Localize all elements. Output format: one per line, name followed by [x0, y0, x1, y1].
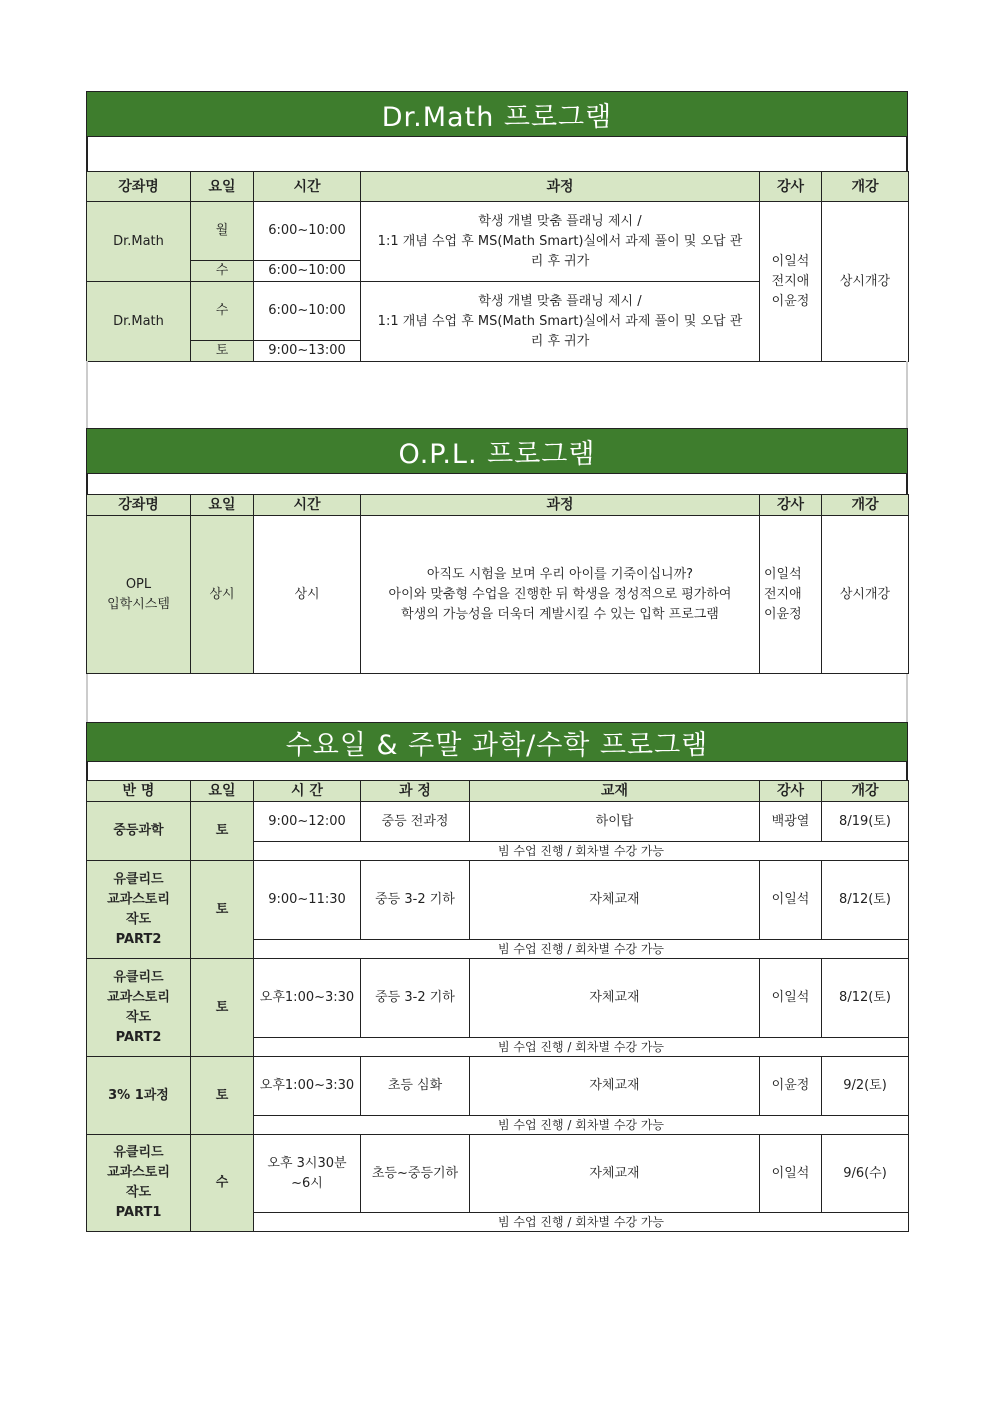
time-cell [254, 1057, 361, 1116]
class-name [87, 861, 191, 959]
course-description [361, 282, 760, 362]
section-gap [86, 361, 908, 428]
col-header: 강사 [760, 781, 822, 802]
class-name-line: 교과스토리 [107, 989, 170, 1005]
course-cell: 중등 3-2 기하 [361, 861, 470, 940]
time-cell: 9:00~13:00 [254, 341, 361, 362]
opening-cell: 상시개강 [822, 516, 909, 674]
col-header: 교재 [470, 781, 760, 802]
drmath-gap [86, 137, 908, 171]
col-header: 개강 [822, 495, 909, 516]
time-cell [254, 802, 361, 842]
day-cell: 토 [191, 1057, 254, 1135]
drmath-title: Dr.Math 프로그램 [381, 101, 613, 133]
course-line: 리 후 귀가 [530, 333, 590, 349]
col-header: 과정 [361, 172, 760, 202]
course-cell: 초등 심화 [361, 1057, 470, 1116]
col-header: 강사 [760, 495, 822, 516]
class-name-line: 작도 [125, 911, 152, 927]
teacher-cell: 이일석 [760, 861, 822, 940]
opl-table [86, 494, 909, 674]
time-line: ~6시 [291, 1175, 323, 1191]
course-cell: 초등~중등기하 [361, 1135, 470, 1213]
class-name [87, 802, 191, 861]
day-cell: 월 [191, 202, 254, 261]
time-cell [254, 959, 361, 1038]
book-cell: 자체교재 [470, 1057, 760, 1116]
time-cell: 6:00~10:00 [254, 202, 361, 261]
col-header: 요일 [191, 495, 254, 516]
col-header: 개강 [822, 172, 909, 202]
course-name-line: OPL [125, 576, 152, 592]
time-cell: 6:00~10:00 [254, 282, 361, 341]
weekend-gap [86, 762, 908, 780]
course-description [361, 516, 760, 674]
class-note: 빔 수업 진행 / 회차별 수강 가능 [254, 1038, 909, 1057]
book-cell: 자체교재 [470, 1135, 760, 1213]
col-header: 강사 [760, 172, 822, 202]
course-line: 1:1 개념 수업 후 MS(Math Smart)실에서 과제 풀이 및 오답 관 [377, 233, 743, 249]
day-cell: 수 [191, 282, 254, 341]
course-name-line: 입학시스템 [107, 596, 170, 612]
class-note: 빔 수업 진행 / 회차별 수강 가능 [254, 842, 909, 861]
teacher-name: 이윤정 [764, 606, 802, 622]
class-name-line: 교과스토리 [107, 1165, 170, 1180]
class-note: 빔 수업 진행 / 회차별 수강 가능 [254, 1116, 909, 1135]
course-name: Dr.Math [87, 202, 191, 282]
class-name-line: PART2 [115, 931, 162, 947]
col-header: 강좌명 [87, 172, 191, 202]
teacher-cell: 이일석 [760, 959, 822, 1038]
course-line: 1:1 개념 수업 후 MS(Math Smart)실에서 과제 풀이 및 오답 관 [377, 313, 743, 329]
col-header: 시간 [254, 495, 361, 516]
teachers-cell [760, 202, 822, 362]
teacher-name: 이일석 [771, 253, 810, 269]
opl-gap [86, 474, 908, 494]
weekend-table [86, 780, 909, 1232]
teachers-cell [760, 516, 822, 674]
opening-cell: 9/6(수) [822, 1135, 909, 1213]
class-note: 빔 수업 진행 / 회차별 수강 가능 [254, 1213, 909, 1232]
opening-cell: 9/2(토) [822, 1057, 909, 1116]
weekend-title: 수요일 & 주말 과학/수학 프로그램 [285, 729, 709, 761]
course-line: 아이와 맞춤형 수업을 진행한 뒤 학생을 정성적으로 평가하여 [388, 586, 732, 602]
day-cell: 토 [191, 341, 254, 362]
col-header: 시간 [254, 172, 361, 202]
class-name-line: 유클리드 [113, 969, 164, 985]
teacher-cell: 이윤정 [760, 1057, 822, 1116]
teacher-name: 이윤정 [771, 293, 810, 309]
course-line: 학생 개별 맞춤 플래닝 제시 / [478, 213, 642, 229]
time-cell: 6:00~10:00 [254, 261, 361, 282]
teacher-cell: 이일석 [760, 1135, 822, 1213]
time-line: 9:00~11:30 [268, 892, 346, 907]
opening-cell: 상시개강 [822, 202, 909, 362]
class-name-line: 중등과학 [113, 823, 164, 838]
time-line: 오후1:00~3:30 [259, 1078, 355, 1093]
time-line: 오후1:00~3:30 [259, 990, 355, 1005]
book-cell: 자체교재 [470, 861, 760, 940]
teacher-cell: 백광열 [760, 802, 822, 842]
opening-cell: 8/12(토) [822, 861, 909, 940]
time-cell: 상시 [254, 516, 361, 674]
opening-cell: 8/19(토) [822, 802, 909, 842]
course-line: 리 후 귀가 [530, 253, 590, 269]
day-cell: 토 [191, 802, 254, 861]
course-line: 학생 개별 맞춤 플래닝 제시 / [478, 293, 642, 309]
opening-cell: 8/12(토) [822, 959, 909, 1038]
drmath-banner [86, 91, 908, 137]
opl-banner [86, 428, 908, 474]
course-cell: 중등 3-2 기하 [361, 959, 470, 1038]
course-description [361, 202, 760, 282]
day-cell: 상시 [191, 516, 254, 674]
teacher-name: 전지애 [771, 273, 810, 289]
section-gap [86, 674, 908, 722]
class-name-line: PART1 [115, 1205, 162, 1220]
col-header: 강좌명 [87, 495, 191, 516]
class-name-line: 작도 [125, 1009, 152, 1025]
course-line: 아직도 시험을 보며 우리 아이를 기죽이십니까? [426, 566, 694, 582]
course-name: Dr.Math [87, 282, 191, 362]
drmath-table [86, 171, 909, 362]
col-header: 개강 [822, 781, 909, 802]
time-cell [254, 1135, 361, 1213]
class-note: 빔 수업 진행 / 회차별 수강 가능 [254, 940, 909, 959]
class-name-line: 유클리드 [113, 1145, 164, 1160]
book-cell: 자체교재 [470, 959, 760, 1038]
class-name [87, 1135, 191, 1232]
book-cell: 하이탑 [470, 802, 760, 842]
teacher-name: 이일석 [764, 566, 802, 582]
class-name [87, 959, 191, 1057]
teacher-name: 전지애 [764, 586, 802, 602]
day-cell: 토 [191, 861, 254, 959]
course-line: 학생의 가능성을 더욱더 계발시킬 수 있는 입학 프로그램 [401, 606, 719, 622]
class-name-line: 유클리드 [113, 871, 164, 887]
col-header: 요일 [191, 172, 254, 202]
class-name-line: 작도 [125, 1185, 152, 1200]
class-name [87, 1057, 191, 1135]
course-cell: 중등 전과정 [361, 802, 470, 842]
time-line: 오후 3시30분 [267, 1155, 347, 1171]
opl-title: O.P.L. 프로그램 [398, 438, 596, 470]
col-header: 과 정 [361, 781, 470, 802]
class-name-line: 3% 1과정 [108, 1087, 169, 1103]
col-header: 과정 [361, 495, 760, 516]
day-cell: 토 [191, 959, 254, 1057]
col-header: 시 간 [254, 781, 361, 802]
class-name-line: 교과스토리 [107, 891, 170, 907]
weekend-banner [86, 722, 908, 762]
course-name [87, 516, 191, 674]
time-cell [254, 861, 361, 940]
day-cell: 수 [191, 1135, 254, 1232]
col-header: 반 명 [87, 781, 191, 802]
time-line: 9:00~12:00 [268, 813, 346, 829]
class-name-line: PART2 [115, 1029, 162, 1045]
day-cell: 수 [191, 261, 254, 282]
col-header: 요일 [191, 781, 254, 802]
